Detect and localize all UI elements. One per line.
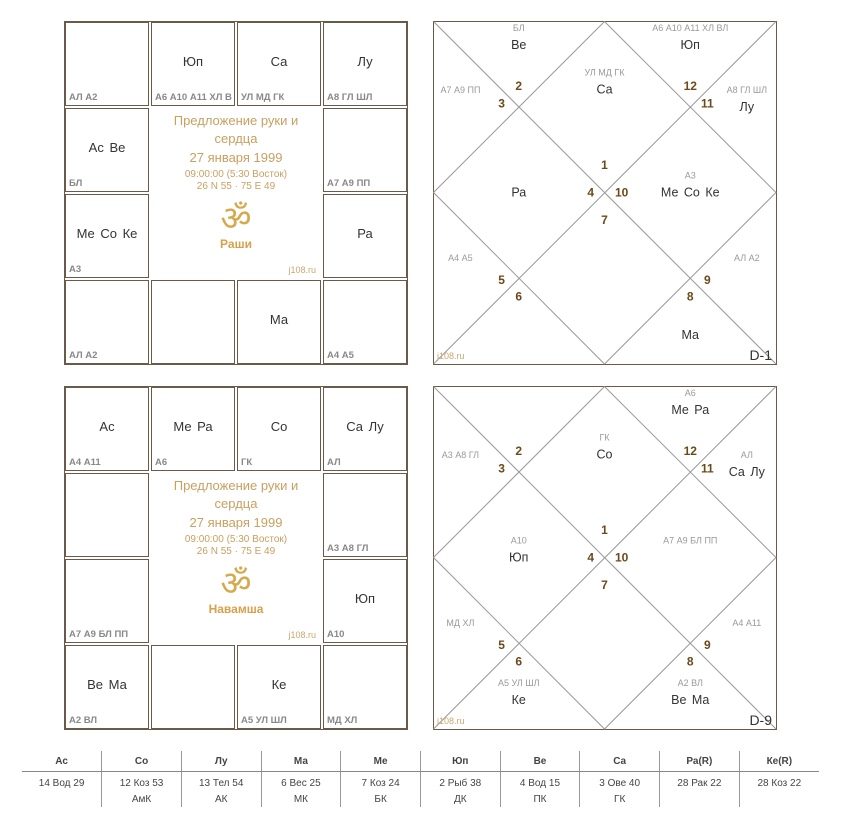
- table-cell-degree: 28 Коз 22: [739, 772, 819, 792]
- column-header: Ма: [261, 751, 341, 772]
- cell-planets: Со: [270, 419, 288, 434]
- rashi-cell-12: [65, 22, 149, 106]
- house-arudhas: А4 А5: [448, 252, 473, 263]
- house-number: 11: [701, 461, 714, 476]
- cell-arudhas: АЛ А2: [69, 92, 98, 103]
- rashi-south-chart: [64, 21, 408, 365]
- table-cell-karaka: АмК: [102, 791, 182, 807]
- rashi-cell-3: [323, 22, 407, 106]
- north_d1-house-2: [511, 23, 526, 93]
- north_d1-house-4: [511, 186, 594, 200]
- north_d9-house-11: [701, 450, 766, 479]
- column-header: Лу: [181, 751, 261, 772]
- house-number: 9: [704, 637, 711, 652]
- table-cell-karaka: [660, 791, 740, 807]
- rashi-cell-4: [323, 108, 407, 192]
- navamsha-cell-3: [323, 387, 407, 471]
- house-number: 2: [515, 444, 523, 459]
- house-arudhas: А8 ГЛ ШЛ: [726, 84, 768, 95]
- north_d9-house-7: [601, 578, 608, 592]
- north_d1-house-8: [681, 289, 699, 341]
- cell-planets: Ас: [99, 419, 115, 434]
- navamsha-cell-10: [65, 559, 149, 643]
- navamsha-cell-1: [151, 387, 235, 471]
- cell-arudhas: А3 А8 ГЛ: [327, 543, 369, 554]
- navamsha-title-line1: Предложение руки и: [173, 478, 299, 493]
- rashi-title-line2: сердца: [214, 131, 258, 146]
- north-chart-d1: [433, 21, 777, 365]
- house-number: 7: [601, 577, 608, 592]
- cell-arudhas: А5 УЛ ШЛ: [241, 715, 287, 726]
- house-planets: Ме Со Ке: [660, 185, 720, 200]
- navamsha-title-line2: сердца: [214, 496, 258, 511]
- house-arudhas: А3 А8 ГЛ: [441, 449, 480, 460]
- house-number: 4: [587, 550, 595, 565]
- north_d9-house-10: [615, 536, 717, 565]
- table-cell-degree: 28 Рак 22: [660, 772, 740, 792]
- house-number: 9: [704, 272, 711, 287]
- cell-arudhas: УЛ МД ГК: [241, 92, 285, 103]
- house-arudhas: А3: [684, 170, 696, 181]
- column-header: Ке(R): [739, 751, 819, 772]
- rashi-title-line1: Предложение руки и: [173, 113, 299, 128]
- table-cell-degree: 14 Вод 29: [38, 777, 85, 789]
- house-number: 10: [614, 550, 629, 565]
- north_d9-house-9: [704, 618, 761, 652]
- navamsha-cell-12: [65, 387, 149, 471]
- om-icon: ॐ: [220, 565, 252, 603]
- cell-planets: Ра: [357, 226, 373, 241]
- house-arudhas: УЛ МД ГК: [584, 67, 625, 78]
- cell-planets: Юп: [354, 591, 376, 606]
- house-arudhas: А5 УЛ ШЛ: [498, 677, 540, 688]
- house-number: 8: [686, 289, 694, 304]
- table-cell-karaka: [22, 791, 102, 807]
- cell-arudhas: А4 А11: [69, 457, 101, 468]
- house-number: 3: [498, 96, 505, 111]
- table-cell-degree: 4 Вод 15: [500, 772, 580, 792]
- navamsha-chart-name: Навамша: [208, 602, 264, 616]
- cell-planets: Ме Со Ке: [76, 226, 138, 241]
- rashi-cell-6: [323, 280, 407, 364]
- table-row-karakas: [22, 791, 819, 807]
- table-cell-degree: 3 Ове 40: [580, 772, 660, 792]
- cell-planets: Ма: [269, 312, 289, 327]
- north_d1-house-1: [584, 68, 625, 172]
- north_d1-house-3: [440, 85, 505, 111]
- om-icon: ॐ: [220, 200, 252, 238]
- north_d1-house-7: [601, 213, 608, 227]
- cell-planets: Са Лу: [346, 419, 384, 434]
- rashi-cell-10: [65, 194, 149, 278]
- north-chart-d9: [433, 386, 777, 730]
- house-arudhas: АЛ: [740, 449, 753, 460]
- cell-arudhas: АЛ: [327, 457, 341, 468]
- house-number: 2: [515, 79, 523, 94]
- house-number: 7: [601, 212, 608, 227]
- house-planets: Ма: [681, 327, 700, 342]
- cell-arudhas: А7 А9 БЛ ПП: [69, 629, 129, 640]
- house-number: 1: [601, 158, 608, 173]
- column-header: Са: [580, 751, 660, 772]
- navamsha-cell-11: [65, 473, 149, 557]
- cell-planets: Ве Ма: [87, 677, 127, 692]
- house-planets: Юп: [509, 550, 529, 565]
- navamsha-coords: 26 N 55 · 75 E 49: [196, 546, 276, 557]
- north_d9-house-6: [498, 654, 540, 706]
- navamsha-center-panel: [150, 472, 322, 644]
- column-header: Ве: [500, 751, 580, 772]
- house-number: 8: [686, 654, 694, 669]
- rashi-chart-name: Раши: [220, 237, 252, 251]
- cell-arudhas: А7 А9 ПП: [327, 178, 371, 189]
- house-arudhas: А6 А10 А11 ХЛ ВЛ: [652, 23, 729, 34]
- north_d1-house-9: [704, 253, 760, 287]
- cell-arudhas: А6: [155, 457, 168, 468]
- cell-arudhas: А2 ВЛ: [69, 715, 98, 726]
- cell-arudhas: А10: [327, 629, 345, 640]
- house-arudhas: АЛ А2: [734, 252, 760, 263]
- table-cell-karaka: МК: [261, 791, 341, 807]
- cell-planets: Ас Ве: [88, 140, 126, 155]
- north_d1-house-6: [515, 289, 522, 303]
- north_d9-house-12: [671, 388, 709, 458]
- column-header: Юп: [420, 751, 500, 772]
- table-cell-karaka: АК: [181, 791, 261, 807]
- navamsha-cell-9: [65, 645, 149, 729]
- house-planets: Са: [596, 82, 613, 97]
- cell-arudhas: АЛ А2: [69, 350, 98, 361]
- cell-planets: Ке: [271, 677, 287, 692]
- house-number: 12: [683, 79, 697, 94]
- rashi-cell-9: [65, 280, 149, 364]
- north_d9-site-watermark: j108.ru: [437, 716, 465, 726]
- house-planets: Ке: [511, 692, 526, 707]
- house-number: 10: [614, 185, 629, 200]
- navamsha-cell-8: [151, 645, 235, 729]
- house-planets: Ве Ма: [671, 692, 710, 707]
- house-arudhas: МД ХЛ: [446, 617, 475, 628]
- house-arudhas: А7 А9 ПП: [440, 84, 481, 95]
- rashi-cell-2: [237, 22, 321, 106]
- house-number: 6: [515, 654, 523, 669]
- north_d1-house-12: [652, 23, 728, 93]
- table-cell-degree: 6 Вес 25: [261, 772, 341, 792]
- column-header: Ме: [341, 751, 421, 772]
- cell-arudhas: ГК: [241, 457, 253, 468]
- cell-planets: Са: [270, 54, 288, 69]
- navamsha-cell-4: [323, 473, 407, 557]
- table-cell-degree: 2 Рыб 38: [420, 772, 500, 792]
- cell-planets: Ме Ра: [173, 419, 213, 434]
- house-planets: Ра: [511, 185, 527, 200]
- house-arudhas: А6: [684, 388, 696, 399]
- house-arudhas: А10: [510, 535, 527, 546]
- house-number: 1: [601, 523, 608, 538]
- north_d1-site-watermark: j108.ru: [437, 351, 465, 361]
- rashi-cell-11: [65, 108, 149, 192]
- column-header: Со: [102, 751, 182, 772]
- house-planets: Со: [596, 447, 613, 462]
- cell-arudhas: А8 ГЛ ШЛ: [327, 92, 373, 103]
- north_d9-house-1: [597, 433, 613, 537]
- north_d9-house-3: [442, 450, 505, 476]
- cell-arudhas: А4 А5: [327, 350, 354, 361]
- house-arudhas: А4 А11: [732, 617, 762, 628]
- cell-planets: Лу: [357, 54, 373, 69]
- rashi-cell-5: [323, 194, 407, 278]
- table-header-row: [22, 751, 819, 772]
- north_d1-chart-label: D-1: [749, 347, 772, 363]
- north_d9-house-4: [509, 536, 594, 565]
- north_d9-chart-label: D-9: [749, 712, 772, 728]
- table-cell-degree: 13 Тел 54: [181, 772, 261, 792]
- table-cell-karaka: [739, 791, 819, 807]
- house-planets: Са Лу: [728, 464, 765, 479]
- rashi-cell-7: [237, 280, 321, 364]
- house-number: 5: [498, 637, 505, 652]
- rashi-date: 27 января 1999: [189, 150, 283, 165]
- north_d1-house-5: [448, 253, 505, 287]
- column-header: Ра(R): [660, 751, 740, 772]
- house-number: 11: [701, 96, 714, 111]
- rashi-center-panel: [150, 107, 322, 279]
- table-cell-karaka: ПК: [500, 791, 580, 807]
- rashi-time: 09:00:00 (5:30 Восток): [184, 169, 288, 180]
- table-cell-karaka: ДК: [420, 791, 500, 807]
- north_d9-house-2: [515, 444, 522, 458]
- navamsha-cell-5: [323, 559, 407, 643]
- navamsha-cell-6: [323, 645, 407, 729]
- cell-arudhas: МД ХЛ: [327, 715, 358, 726]
- house-arudhas: ГК: [599, 432, 610, 443]
- house-number: 3: [498, 461, 505, 476]
- cell-arudhas: А3: [69, 264, 82, 275]
- north_d1-house-10: [615, 171, 720, 200]
- house-number: 12: [683, 444, 697, 459]
- rashi-cell-1: [151, 22, 235, 106]
- navamsha-cell-2: [237, 387, 321, 471]
- house-number: 4: [587, 185, 595, 200]
- table-cell-karaka: БК: [341, 791, 421, 807]
- table-cell-degree: 7 Коз 24: [341, 772, 421, 792]
- house-planets: Ме Ра: [671, 403, 710, 418]
- cell-planets: Юп: [182, 54, 204, 69]
- rashi-coords: 26 N 55 · 75 E 49: [196, 181, 276, 192]
- house-arudhas: БЛ: [512, 23, 525, 34]
- house-number: 5: [498, 272, 505, 287]
- house-planets: Лу: [739, 99, 755, 114]
- navamsha-date: 27 января 1999: [189, 515, 283, 530]
- table-cell-degree: 12 Коз 53: [102, 772, 182, 792]
- column-header: Ас: [22, 751, 102, 772]
- table-cell-karaka: ГК: [580, 791, 660, 807]
- north_d9-house-8: [671, 654, 709, 706]
- navamsha-time: 09:00:00 (5:30 Восток): [184, 534, 288, 545]
- navamsha-site-watermark: j108.ru: [288, 630, 316, 640]
- rashi-cell-8: [151, 280, 235, 364]
- north_d9-house-5: [446, 618, 505, 652]
- cell-arudhas: БЛ: [69, 178, 83, 189]
- navamsha-south-chart: [64, 386, 408, 730]
- house-planets: Ве: [511, 38, 527, 53]
- house-arudhas: А2 ВЛ: [677, 677, 703, 688]
- house-planets: Юп: [680, 38, 700, 53]
- north_d1-house-11: [701, 85, 767, 114]
- rashi-site-watermark: j108.ru: [288, 265, 316, 275]
- cell-arudhas: А6 А10 А11 ХЛ В: [155, 92, 232, 103]
- house-arudhas: А7 А9 БЛ ПП: [663, 535, 718, 546]
- table-row-degrees: [22, 772, 819, 792]
- navamsha-cell-7: [237, 645, 321, 729]
- house-number: 6: [515, 289, 523, 304]
- planet-positions-table: [22, 751, 819, 807]
